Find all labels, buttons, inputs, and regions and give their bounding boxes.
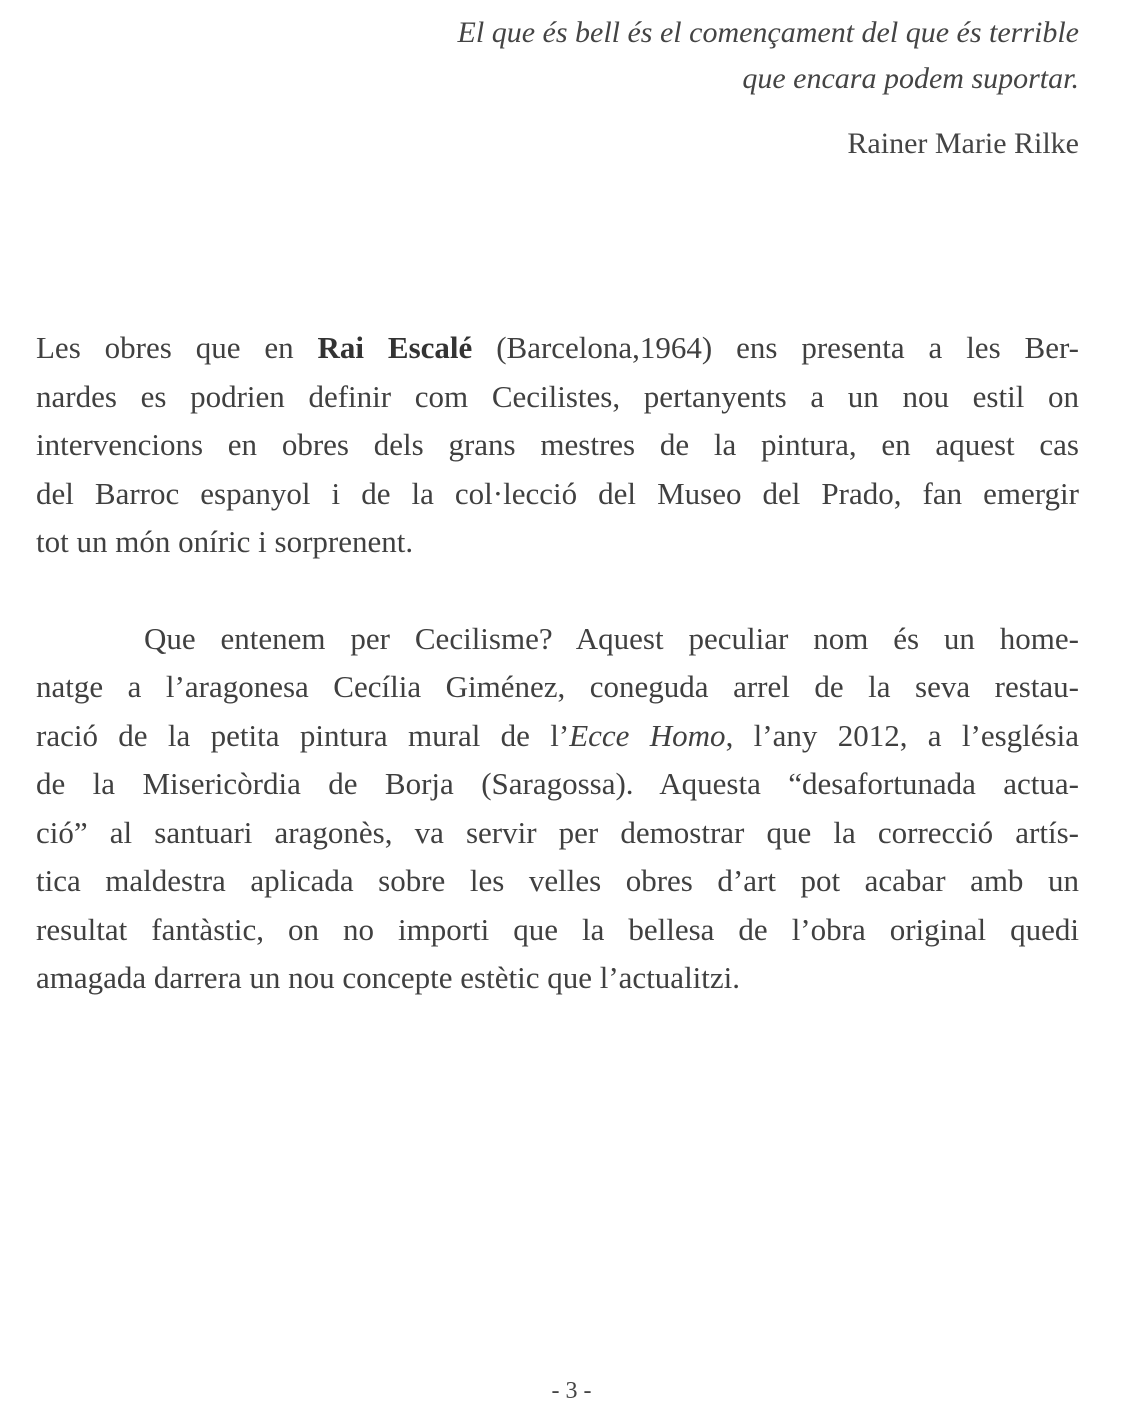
paragraph-2-line-2: natge a l’aragonesa Cecília Giménez, coneguda arrel de la seva restau- <box>36 669 1079 704</box>
body-text <box>36 324 1079 1003</box>
text-run: (Barcelona,1964) ens presenta a les Ber- <box>472 330 1079 365</box>
epigraph <box>359 10 1079 164</box>
paragraph-1-line-1 <box>36 324 1079 373</box>
artist-name: Rai Escalé <box>317 330 473 365</box>
paragraph-2-line-8: amagada darrera un nou concepte estètic que l’actualitzi. <box>36 960 741 995</box>
paragraph-2-line-7: resultat fantàstic, on no importi que la bellesa de l’obra original quedi <box>36 911 1079 947</box>
paragraph-gap <box>36 567 1079 615</box>
paragraph-1-line-5: tot un món oníric i sorprenent. <box>36 524 414 559</box>
paragraph-2 <box>36 615 1079 1003</box>
artwork-title: Ecce Homo <box>569 717 726 753</box>
paragraph-1-line-3: intervencions en obres dels grans mestres de la pintura, en aquest cas <box>36 427 1079 462</box>
epigraph-author: Rainer Marie Rilke <box>847 127 1079 160</box>
paragraph-2-line-6: tica maldestra aplicada sobre les velles obres d’art pot acabar amb un <box>36 863 1079 898</box>
paragraph-1-line-2: nardes es podrien definir com Cecilistes, pertanyents a un nou estil on <box>36 378 1079 414</box>
page-number: - 3 - <box>551 1378 592 1404</box>
epigraph-line-2: que encara podem suportar. <box>742 62 1079 95</box>
text-run: Les obres que en <box>36 330 318 365</box>
paragraph-2-line-1: Que entenem per Cecilisme? Aquest peculiar nom és un home- <box>144 620 1079 656</box>
epigraph-line-1: El que és bell és el començament del que és terrible <box>457 16 1079 49</box>
text-run: ració de la petita pintura mural de l’ <box>36 717 570 753</box>
paragraph-2-line-3 <box>36 712 1079 761</box>
paragraph-1-line-4: del Barroc espanyol i de la col·lecció del Museo del Prado, fan emergir <box>36 475 1079 511</box>
text-run: , l’any 2012, a l’església <box>725 717 1079 753</box>
paragraph-2-line-5: ció” al santuari aragonès, va servir per demostrar que la correcció artís- <box>36 814 1079 850</box>
paragraph-1 <box>36 324 1079 567</box>
paragraph-2-line-4: de la Misericòrdia de Borja (Saragossa). Aquesta “desafortunada actua- <box>36 766 1079 801</box>
